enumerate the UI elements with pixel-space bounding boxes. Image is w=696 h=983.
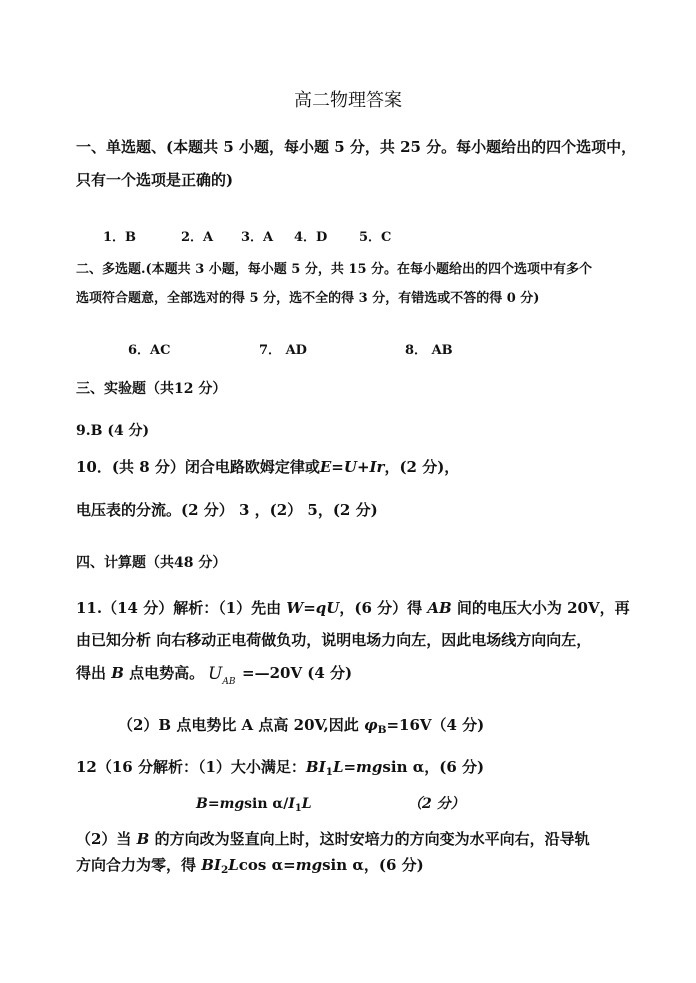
q12-eq: BI: [201, 856, 221, 874]
answer-2: 2．A: [181, 230, 214, 245]
page-title: 高二物理答案: [294, 90, 402, 111]
q10-text-b: ，(2 分)，: [384, 458, 460, 476]
q12-line1: [76, 758, 485, 778]
q11-text: ，(6 分）得: [339, 599, 428, 617]
q12-eq: B=mg: [196, 796, 245, 812]
u-subscript: AB: [222, 677, 236, 687]
q12-eq: BI: [305, 758, 326, 776]
q12-subscript: 1: [325, 766, 333, 778]
q11-variable: B: [111, 664, 124, 682]
section2-heading-line2: 选项符合题意，全部选对的得 5 分，选不全的得 3 分，有错选或不答的得 0 分): [76, 291, 540, 306]
q12-subscript: 2: [220, 864, 229, 876]
q11-equation: W=qU: [286, 599, 340, 617]
answer-6: 6．AC: [128, 343, 171, 358]
q10-line2: 电压表的分流。(2 分） 3 ，(2） 5，(2 分): [76, 501, 378, 519]
q12-line2: [196, 796, 312, 814]
q12-text: （2）当: [76, 830, 137, 848]
q11-variable: AB: [427, 599, 452, 617]
u-symbol: U: [208, 664, 223, 684]
q11-text: 得出: [76, 664, 112, 682]
q11-line4: [118, 716, 485, 736]
q12-text: sin α/: [244, 796, 289, 812]
q12-eq: L: [228, 856, 239, 874]
answer-8: 8． AB: [405, 343, 453, 358]
q11-text: 点电势高。: [123, 664, 205, 682]
answer-7: 7． AD: [259, 343, 307, 358]
q12-line2-score: （2 分）: [408, 796, 465, 812]
q11-text: 间的电压大小为 20V，再: [451, 599, 630, 617]
q12-eq: mg: [295, 856, 323, 874]
q12-eq: L=mg: [332, 758, 383, 776]
q12-subscript: 1: [294, 803, 302, 814]
q11-text: 11.（14 分）解析：（1）先由: [76, 599, 287, 617]
q12-line4: [76, 856, 424, 876]
q12-text: sin α，(6 分): [382, 758, 485, 776]
q12-variable: B: [136, 830, 150, 848]
answer-1: 1．B: [103, 230, 137, 245]
q11-text: =16V（4 分): [386, 716, 485, 734]
q12-text: sin α，(6 分): [322, 856, 424, 874]
section1-heading-line2: 只有一个选项是正确的): [76, 171, 234, 189]
q9-answer: 9.B (4 分): [76, 423, 150, 439]
q11-line3: [76, 666, 204, 681]
q10-text-a: 10．(共 8 分）闭合电路欧姆定律或: [76, 458, 320, 476]
section2-heading-line1: 二、多选题.(本题共 3 小题，每小题 5 分，共 15 分。在每小题给出的四个选项中有多个: [76, 262, 593, 277]
q12-eq: L: [301, 796, 312, 812]
q12-text: 的方向改为竖直向上时，这时安培力的方向变为水平向右，沿导轨: [149, 830, 590, 848]
answer-3: 3．A: [241, 230, 274, 245]
q12-line3: [76, 832, 590, 847]
section3-heading: 三、实验题（共12 分）: [76, 381, 227, 397]
q11-line1: [76, 601, 630, 616]
answer-5: 5．C: [359, 230, 392, 245]
section1-heading-line1: 一、单选题、(本题共 5 小题，每小题 5 分，共 25 分。每小题给出的四个选项中，: [76, 138, 637, 156]
u-ab-symbol: [208, 664, 236, 687]
q12-eq: I: [288, 796, 295, 812]
q12-text: cos α=: [238, 856, 296, 874]
q11-text: （2）B 点电势比 A 点高 20V,因此: [118, 716, 364, 734]
phi-subscript: B: [377, 724, 387, 736]
q10-line1: [76, 460, 459, 475]
section4-heading: 四、计算题（共48 分）: [76, 555, 227, 571]
phi-symbol: φ: [363, 716, 378, 734]
q12-text: 方向合力为零，得: [76, 856, 202, 874]
q10-equation: E=U+Ir: [319, 458, 385, 476]
q12-text: 12（16 分解析：（1）大小满足：: [76, 758, 306, 776]
answer-4: 4．D: [294, 230, 328, 245]
q11-line2: 由已知分析 向右移动正电荷做负功，说明电场力向左，因此电场线方向向左，: [76, 631, 592, 649]
q11-u-value: =—20V (4 分): [242, 664, 353, 682]
